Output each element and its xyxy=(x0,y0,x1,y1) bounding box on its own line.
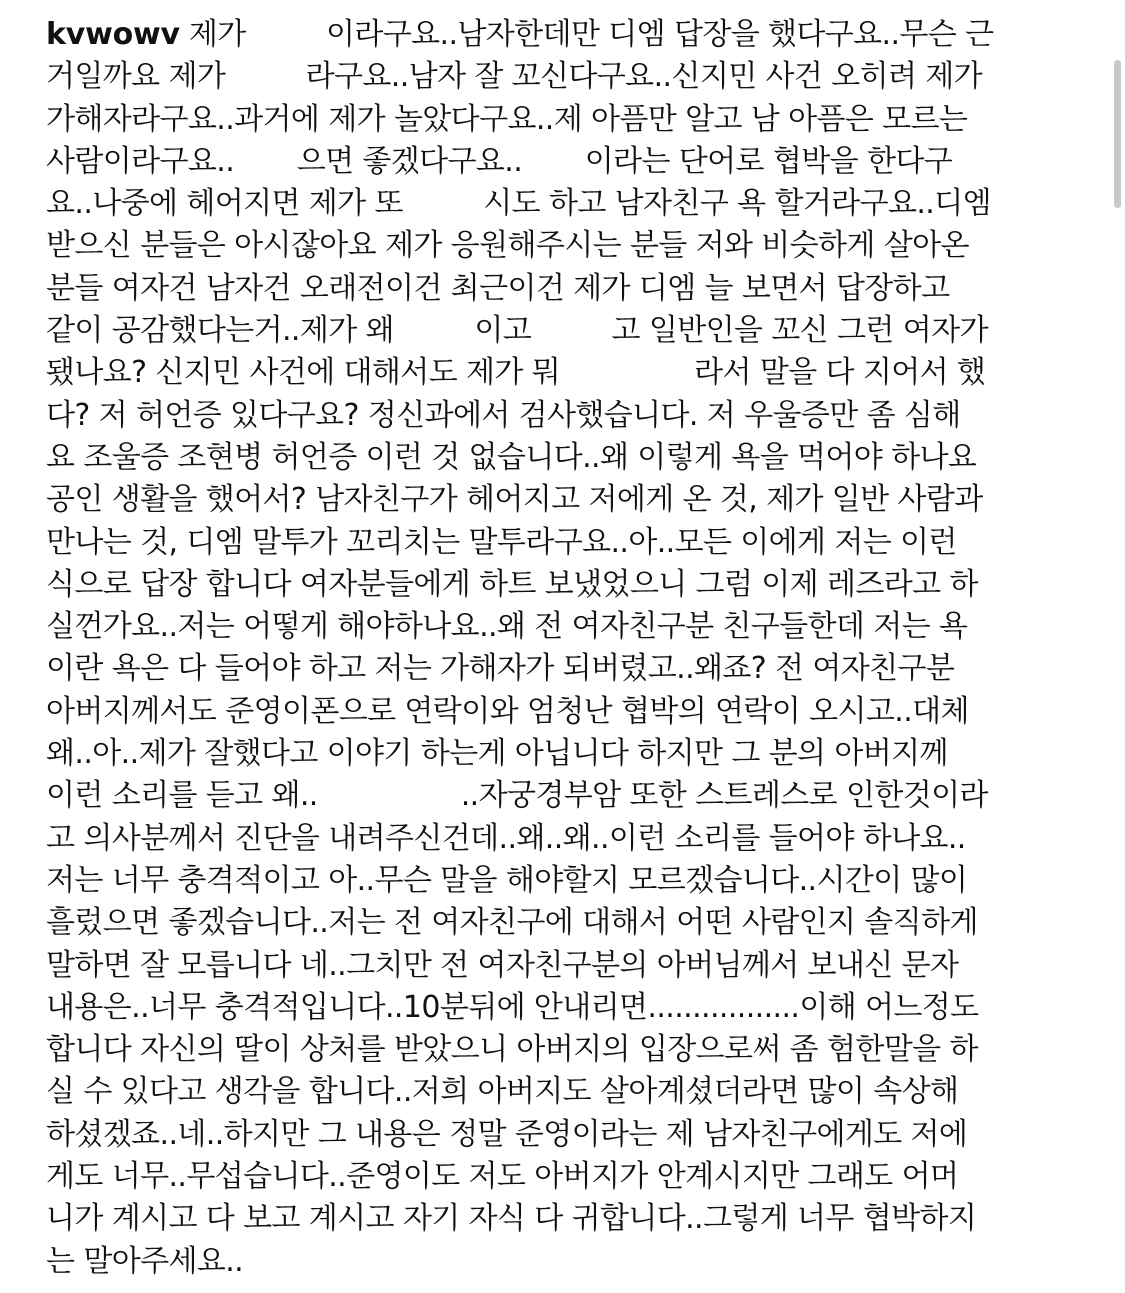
caption-line: 다? 저 허언증 있다구요? 정신과에서 검사했습니다. 저 우울증만 좀 심해 xyxy=(46,397,961,433)
caption-line: 말하면 잘 모릅니다 네..그치만 전 여자친구분의 아버님께서 보내신 문자 xyxy=(46,947,959,983)
caption-line: 요..나중에 헤어지면 제가 또 시도 하고 남자친구 욕 할거라구요..디엠 xyxy=(46,186,991,222)
caption-line: 아버지께서도 준영이폰으로 연락이와 엄청난 협박의 연락이 오시고..대체 xyxy=(46,693,969,729)
caption-line: 받으신 분들은 아시잖아요 제가 응원해주시는 분들 저와 비슷하게 살아온 xyxy=(46,228,969,264)
caption-line: 실껀가요..저는 어떻게 해야하나요..왜 전 여자친구분 친구들한데 저는 욕 xyxy=(46,609,968,645)
caption-line: 게도 너무..무섭습니다..준영이도 저도 아버지가 안계시지만 그래도 어머 xyxy=(46,1159,959,1195)
caption-line: 이런 소리를 듣고 왜.. ..자궁경부암 또한 스트레스로 인한것이라 xyxy=(46,778,988,814)
username-link[interactable]: kvwowv xyxy=(46,17,180,52)
caption-line: 합니다 자신의 딸이 상처를 받았으니 아버지의 입장으로써 좀 험한말을 하 xyxy=(46,1032,978,1068)
caption-line: 내용은..너무 충격적입니다..10분뒤에 안내리면.................이해 어느정도 xyxy=(46,989,979,1025)
caption-line: 는 말아주세요.. xyxy=(46,1243,244,1279)
caption-line: 사람이라구요.. 으면 좋겠다구요.. 이라는 단어로 협박을 한다구 xyxy=(46,143,953,179)
caption-text: 제가 이라구요..남자한데만 디엠 답장을 했다구요..무슨 근 xyxy=(179,17,994,52)
caption-line: 가해자라구요..과거에 제가 놀았다구요..제 아픔만 알고 남 아픔은 모르는 xyxy=(46,101,968,137)
caption-line: 요 조울증 조현병 허언증 이런 것 없습니다..왜 이렇게 욕을 먹어야 하나요 xyxy=(46,439,977,475)
scrollbar-thumb[interactable] xyxy=(1114,60,1121,208)
caption-line: 실 수 있다고 생각을 합니다..저희 아버지도 살아계셨더라면 많이 속상해 xyxy=(46,1074,959,1110)
caption-line: 됐나요? 신지민 사건에 대해서도 제가 뭐 라서 말을 다 지어서 했 xyxy=(46,355,986,391)
caption-line: 저는 너무 충격적이고 아..무슨 말을 해야할지 모르겠습니다..시간이 많이 xyxy=(46,862,968,898)
caption-first-line xyxy=(46,14,1096,56)
caption-line: 거일까요 제가 라구요..남자 잘 꼬신다구요..신지민 사건 오히려 제가 xyxy=(46,59,983,95)
caption-line: 분들 여자건 남자건 오래전이건 최근이건 제가 디엠 늘 보면서 답장하고 xyxy=(46,270,950,306)
caption-line: 니가 계시고 다 보고 계시고 자기 자식 다 귀합니다..그렇게 너무 협박하지 xyxy=(46,1201,977,1237)
caption-line: 흘렀으면 좋겠습니다..저는 전 여자친구에 대해서 어떤 사람인지 솔직하게 xyxy=(46,905,978,941)
caption-line: 식으로 답장 합니다 여자분들에게 하트 보냈었으니 그럼 이제 레즈라고 하 xyxy=(46,566,978,602)
caption-line: 하셨겠죠..네..하지만 그 내용은 정말 준영이라는 제 남자친구에게도 저에 xyxy=(46,1116,968,1152)
post-caption xyxy=(46,14,1096,1283)
caption-line: 공인 생활을 했어서? 남자친구가 헤어지고 저에게 온 것, 제가 일반 사람과 xyxy=(46,482,983,518)
scrollbar-track[interactable] xyxy=(1109,0,1125,1293)
caption-line: 왜..아..제가 잘했다고 이야기 하는게 아닙니다 하지만 그 분의 아버지께 xyxy=(46,736,948,772)
caption-line: 같이 공감했다는거..제가 왜 이고 고 일반인을 꼬신 그런 여자가 xyxy=(46,313,988,349)
caption-line: 만나는 것, 디엠 말투가 꼬리치는 말투라구요..아..모든 이에게 저는 이런 xyxy=(46,524,957,560)
caption-line: 이란 욕은 다 들어야 하고 저는 가해자가 되버렸고..왜죠? 전 여자친구분 xyxy=(46,651,955,687)
caption-line: 고 의사분께서 진단을 내려주신건데..왜..왜..이런 소리를 들어야 하나요.. xyxy=(46,820,966,856)
